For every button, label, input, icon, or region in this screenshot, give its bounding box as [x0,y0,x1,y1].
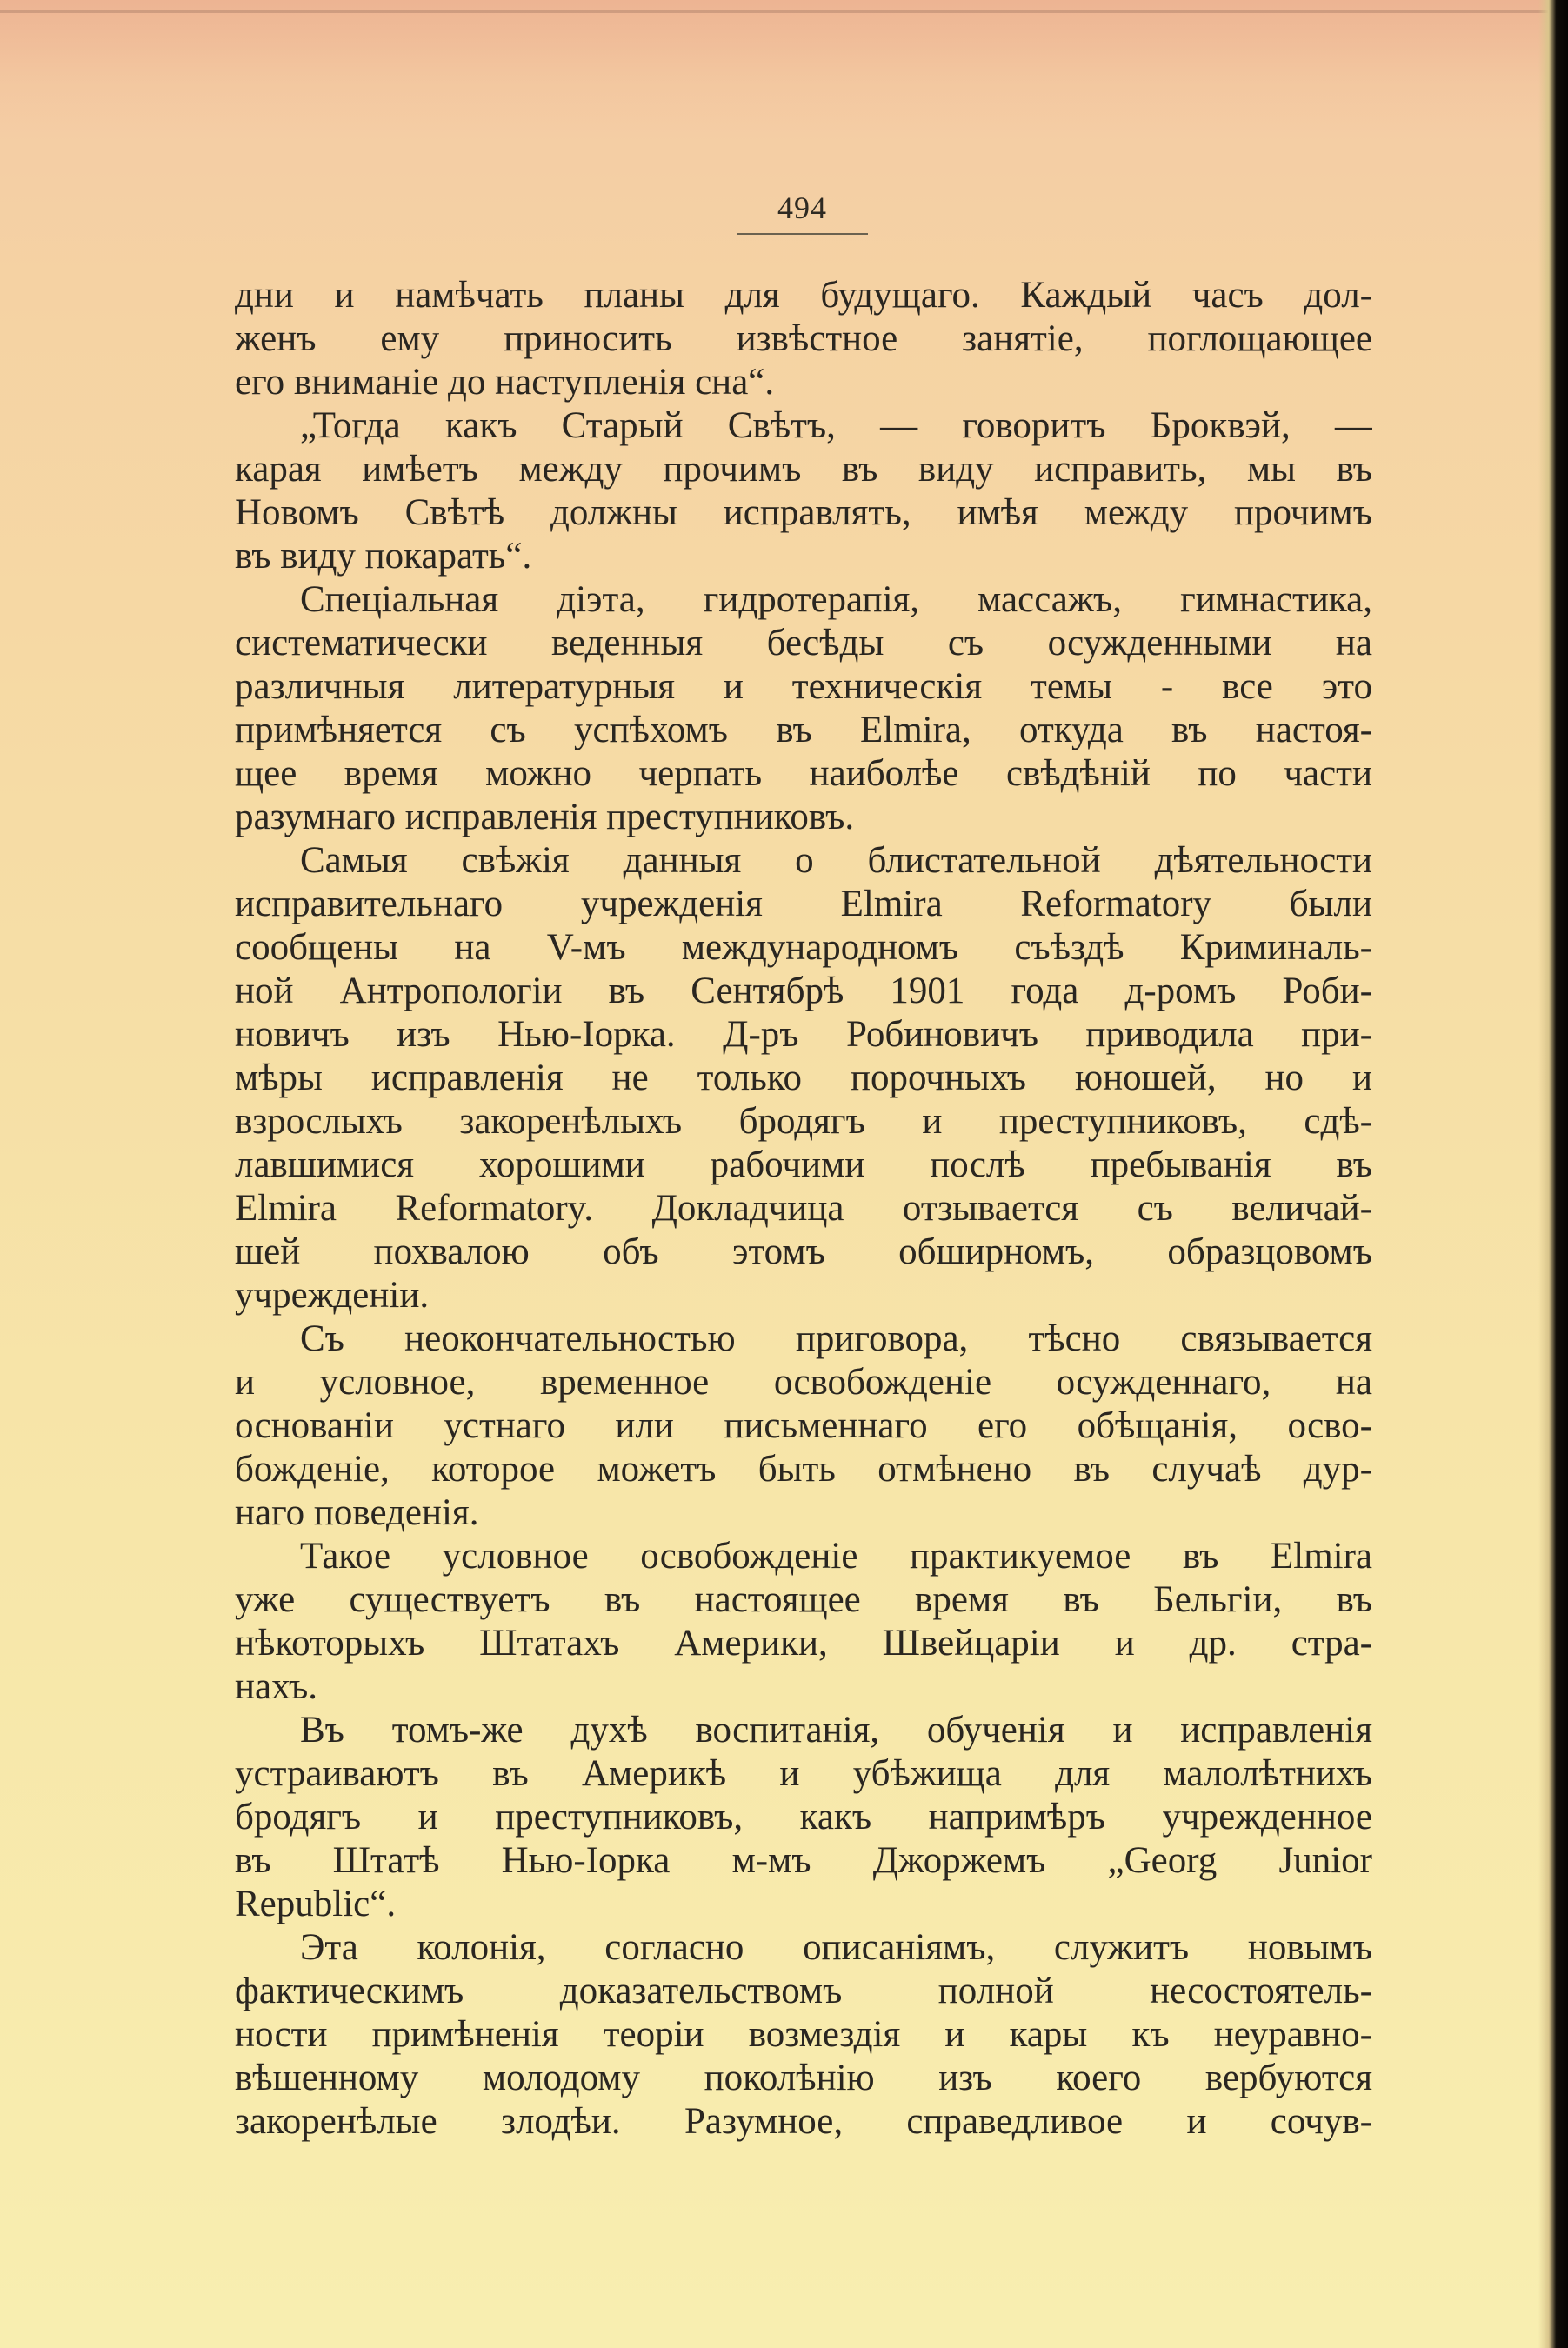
text-line: въ виду покарать“. [235,536,532,577]
text-line: и условное, временное освобожденіе осужденнаго, на [235,1362,1372,1403]
text-line: въ Штатѣ Нью-Іорка м-мъ Джоржемъ „Georg Junior [235,1840,1372,1881]
scan-right-edge [1538,0,1568,2348]
text-line: Съ неокончательностью приговора, тѣсно связывается [300,1318,1372,1359]
text-line: его вниманіе до наступленія сна“. [235,362,775,403]
text-line: Republic“. [235,1884,397,1924]
text-line: карая имѣетъ между прочимъ въ виду исправить, мы въ [235,449,1372,490]
text-line: шей похвалою объ этомъ обширномъ, образцовомъ [235,1231,1372,1272]
text-line: дни и намѣчать планы для будущаго. Каждый часъ дол- [235,275,1372,316]
text-line: нѣкоторыхъ Штатахъ Америки, Швейцаріи и др. стра- [235,1623,1372,1664]
body-text [235,274,1372,2144]
scan-top-edge [0,10,1568,13]
text-line: Самыя свѣжія данныя о блистательной дѣятельности [300,840,1372,881]
text-line: устраиваютъ въ Америкѣ и убѣжища для малолѣтнихъ [235,1753,1372,1794]
text-line: нахъ. [235,1666,317,1707]
text-line: Въ томъ-же духѣ воспитанія, обученія и исправленія [300,1710,1372,1751]
text-line: мѣры исправленія не только порочныхъ юношей, но и [235,1057,1372,1098]
text-line: щее время можно черпать наиболѣе свѣдѣній по части [235,753,1372,794]
page-top-shading [0,0,1568,139]
page-number: 494 [777,190,827,225]
text-line: лавшимися хорошими рабочими послѣ пребыванія въ [235,1144,1372,1185]
text-line: ности примѣненія теоріи возмездія и кары къ неуравно- [235,2014,1372,2055]
text-line: уже существуетъ въ настоящее время въ Бельгіи, въ [235,1579,1372,1620]
text-line: Elmira Reformatory. Докладчица отзывается съ величай- [235,1188,1372,1229]
text-line: фактическимъ доказательствомъ полной несостоятель- [235,1971,1372,2011]
text-line: различныя литературныя и техническія темы - все это [235,666,1372,707]
text-line: божденіе, которое можетъ быть отмѣнено въ случаѣ дур- [235,1449,1372,1490]
text-line: наго поведенія. [235,1492,479,1533]
text-line: основаніи устнаго или письменнаго его обѣщанія, осво- [235,1405,1372,1446]
text-line: взрослыхъ закоренѣлыхъ бродягъ и преступниковъ, сдѣ- [235,1101,1372,1142]
page-number-underline [737,233,868,235]
text-line: примѣняется съ успѣхомъ въ Elmira, откуда въ настоя- [235,710,1372,750]
text-line: Эта колонія, согласно описаніямъ, служитъ новымъ [300,1927,1372,1968]
text-line: „Тогда какъ Старый Свѣтъ, — говоритъ Броквэй, — [300,405,1372,446]
text-line: закоренѣлые злодѣи. Разумное, справедливое и сочув- [235,2101,1372,2142]
text-line: женъ ему приносить извѣстное занятіе, поглощающее [235,318,1372,359]
text-line: новичъ изъ Нью-Іорка. Д-ръ Робиновичъ приводила при- [235,1014,1372,1055]
text-line: разумнаго исправленія преступниковъ. [235,797,855,837]
text-line: учрежденіи. [235,1275,430,1316]
text-line: исправительнаго учрежденія Elmira Reformatory были [235,884,1372,924]
text-line: бродягъ и преступниковъ, какъ напримѣръ учрежденное [235,1797,1372,1838]
text-line: ной Антропологіи въ Сентябрѣ 1901 года д-ромъ Роби- [235,971,1372,1011]
text-line: Спеціальная діэта, гидротерапія, массажъ, гимнастика, [300,579,1372,620]
text-line: вѣшенному молодому поколѣнію изъ коего вербуются [235,2058,1372,2098]
text-line: Такое условное освобожденіе практикуемое въ Elmira [300,1536,1372,1577]
text-line: сообщены на V-мъ международномъ съѣздѣ Криминаль- [235,927,1372,968]
text-line: Новомъ Свѣтѣ должны исправлять, имѣя между прочимъ [235,492,1372,533]
text-line: систематически веденныя бесѣды съ осужденными на [235,623,1372,664]
